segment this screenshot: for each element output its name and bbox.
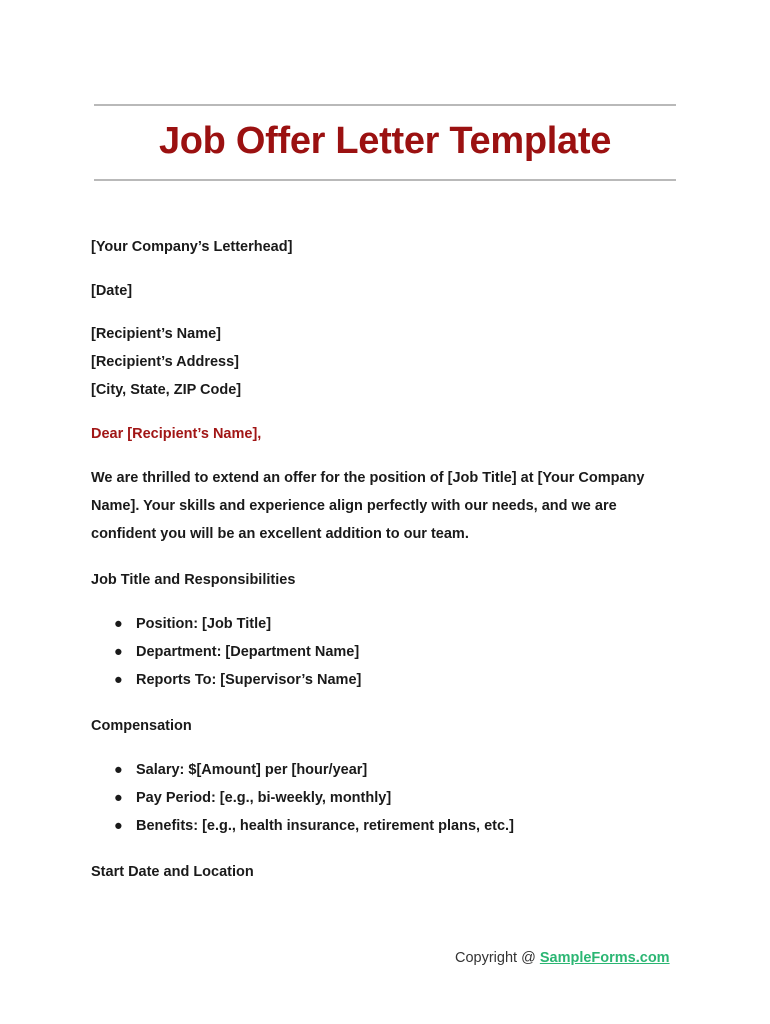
list-item: Pay Period: [e.g., bi-weekly, monthly]: [136, 790, 392, 806]
salutation: Dear [Recipient’s Name],: [91, 426, 262, 442]
intro-line: Name]. Your skills and experience align perfectly with our needs, and we are: [91, 498, 617, 514]
title-top-rule: [94, 104, 676, 106]
title-bottom-rule: [94, 179, 676, 181]
list-item: Department: [Department Name]: [136, 644, 360, 660]
bullet-icon: ●: [114, 818, 123, 834]
bullet-icon: ●: [114, 644, 123, 660]
date-placeholder: [Date]: [91, 283, 133, 299]
section-heading-start-date: Start Date and Location: [91, 864, 254, 880]
list-item: Reports To: [Supervisor’s Name]: [136, 672, 362, 688]
bullet-icon: ●: [114, 790, 123, 806]
section-heading-compensation: Compensation: [91, 718, 192, 734]
recipient-address: [Recipient’s Address]: [91, 354, 239, 370]
letterhead-placeholder: [Your Company’s Letterhead]: [91, 239, 293, 255]
list-item: Benefits: [e.g., health insurance, retirement plans, etc.]: [136, 818, 514, 834]
sampleforms-link[interactable]: SampleForms.com: [539, 950, 670, 966]
section-heading-job-title: Job Title and Responsibilities: [91, 572, 296, 588]
bullet-icon: ●: [114, 616, 123, 632]
intro-line: We are thrilled to extend an offer for the position of [Job Title] at [Your Company: [91, 470, 645, 486]
list-item: Position: [Job Title]: [136, 616, 272, 632]
copyright-prefix: Copyright @: [455, 950, 540, 966]
intro-line: confident you will be an excellent addition to our team.: [91, 526, 469, 542]
recipient-name: [Recipient’s Name]: [91, 326, 221, 342]
bullet-icon: ●: [114, 672, 123, 688]
bullet-icon: ●: [114, 762, 123, 778]
document-title: Job Offer Letter Template: [158, 120, 612, 162]
recipient-city-state-zip: [City, State, ZIP Code]: [91, 382, 242, 398]
list-item: Salary: $[Amount] per [hour/year]: [136, 762, 368, 778]
copyright-footer: [455, 950, 670, 966]
